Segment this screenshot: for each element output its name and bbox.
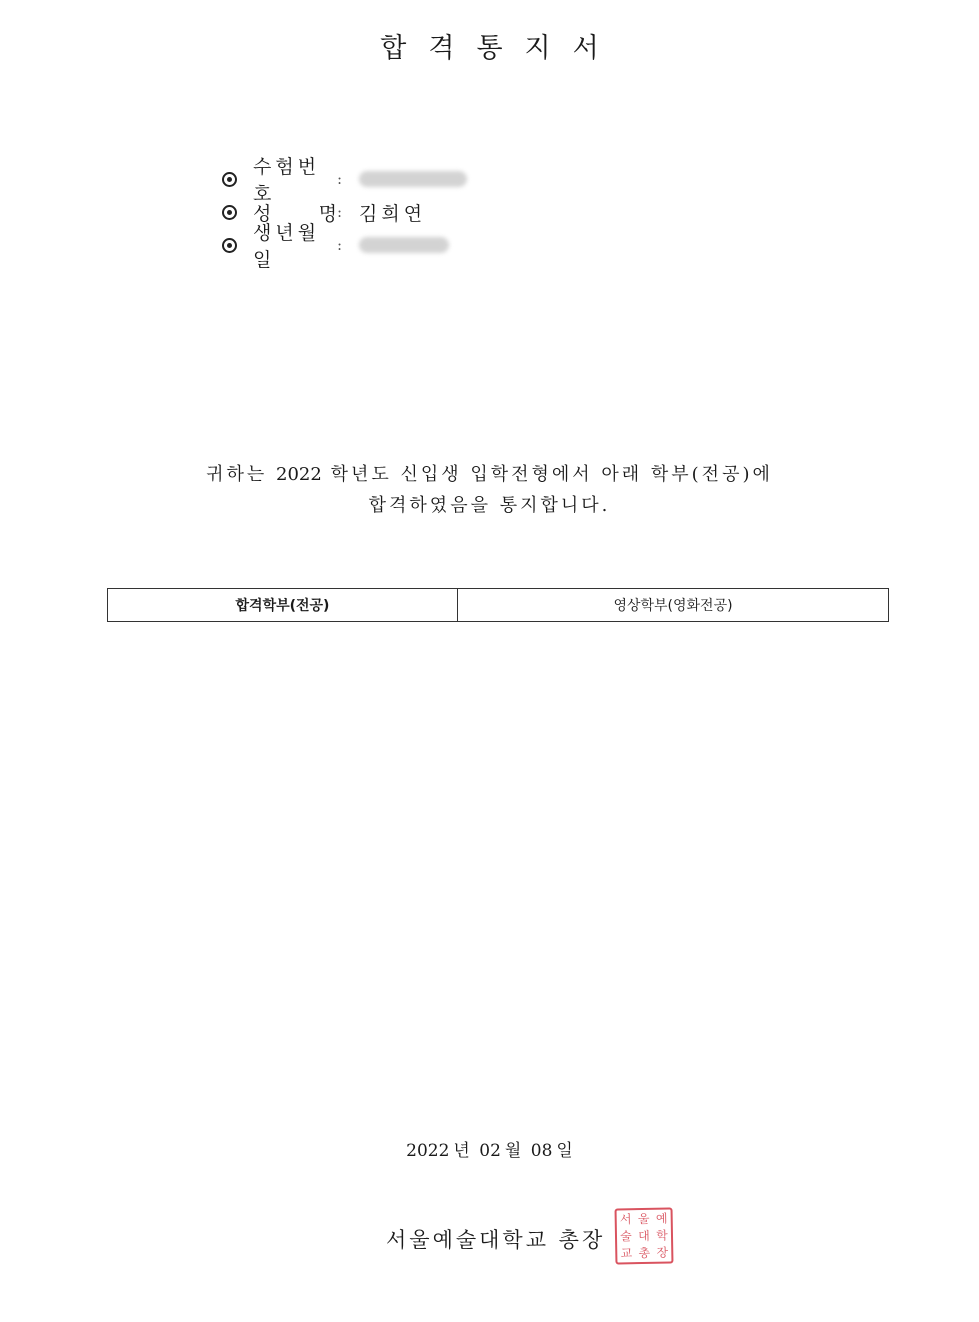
- date-year-unit: 년: [453, 1141, 470, 1161]
- date-month-unit: 월: [504, 1141, 522, 1161]
- page-title: 합격통지서: [380, 33, 621, 64]
- notice-year: 2022: [276, 464, 322, 485]
- seal-glyph: 울: [637, 1211, 650, 1226]
- notice-line-2: 합격하였음을 통지합니다.: [368, 495, 611, 516]
- date-day-unit: 일: [556, 1141, 573, 1161]
- redacted-exam-number: [359, 171, 467, 187]
- notice-line-1-prefix: 귀하는: [206, 464, 268, 485]
- separator: :: [337, 236, 343, 254]
- birth-date-row: [222, 222, 449, 271]
- name-label-part-2: 명: [318, 202, 337, 225]
- result-table: [107, 588, 889, 622]
- seal-glyph: 학: [656, 1228, 668, 1243]
- notice-line-1: [0, 459, 979, 490]
- result-value-cell: 영상학부(영화전공): [458, 589, 889, 622]
- seal-glyph: 장: [656, 1245, 669, 1261]
- official-seal-stamp: [615, 1207, 674, 1264]
- notice-text: [0, 459, 979, 521]
- bullet-icon: [222, 205, 237, 220]
- separator: :: [337, 203, 343, 221]
- seal-glyph: 예: [655, 1211, 668, 1226]
- seal-glyph: 총: [638, 1246, 651, 1261]
- date-year: 2022: [406, 1141, 450, 1161]
- notice-line-1-suffix: 학년도 신입생 입학전형에서 아래 학부(전공)에: [330, 464, 773, 485]
- date-month: 02: [479, 1141, 501, 1161]
- applicant-name: 김희연: [359, 202, 427, 225]
- name-label-part-1: 성: [253, 202, 272, 225]
- result-header-cell: 합격학부(전공): [108, 589, 458, 622]
- bullet-icon: [222, 172, 237, 187]
- exam-number-label: 수험번호: [253, 156, 321, 205]
- date-day: 08: [530, 1141, 553, 1161]
- signer-name: 서울예술대학교 총장: [386, 1228, 606, 1252]
- table-row: [108, 589, 889, 622]
- exam-number-row: [222, 156, 467, 205]
- issue-date: [0, 1136, 979, 1161]
- seal-glyph: 서: [619, 1211, 632, 1227]
- seal-glyph: 교: [620, 1246, 633, 1261]
- seal-glyph: 대: [638, 1228, 650, 1244]
- redacted-birth-date: [359, 237, 449, 253]
- seal-glyph: 술: [620, 1229, 632, 1244]
- bullet-icon: [222, 238, 237, 253]
- birth-date-label: 생년월일: [253, 222, 321, 271]
- separator: :: [337, 170, 343, 188]
